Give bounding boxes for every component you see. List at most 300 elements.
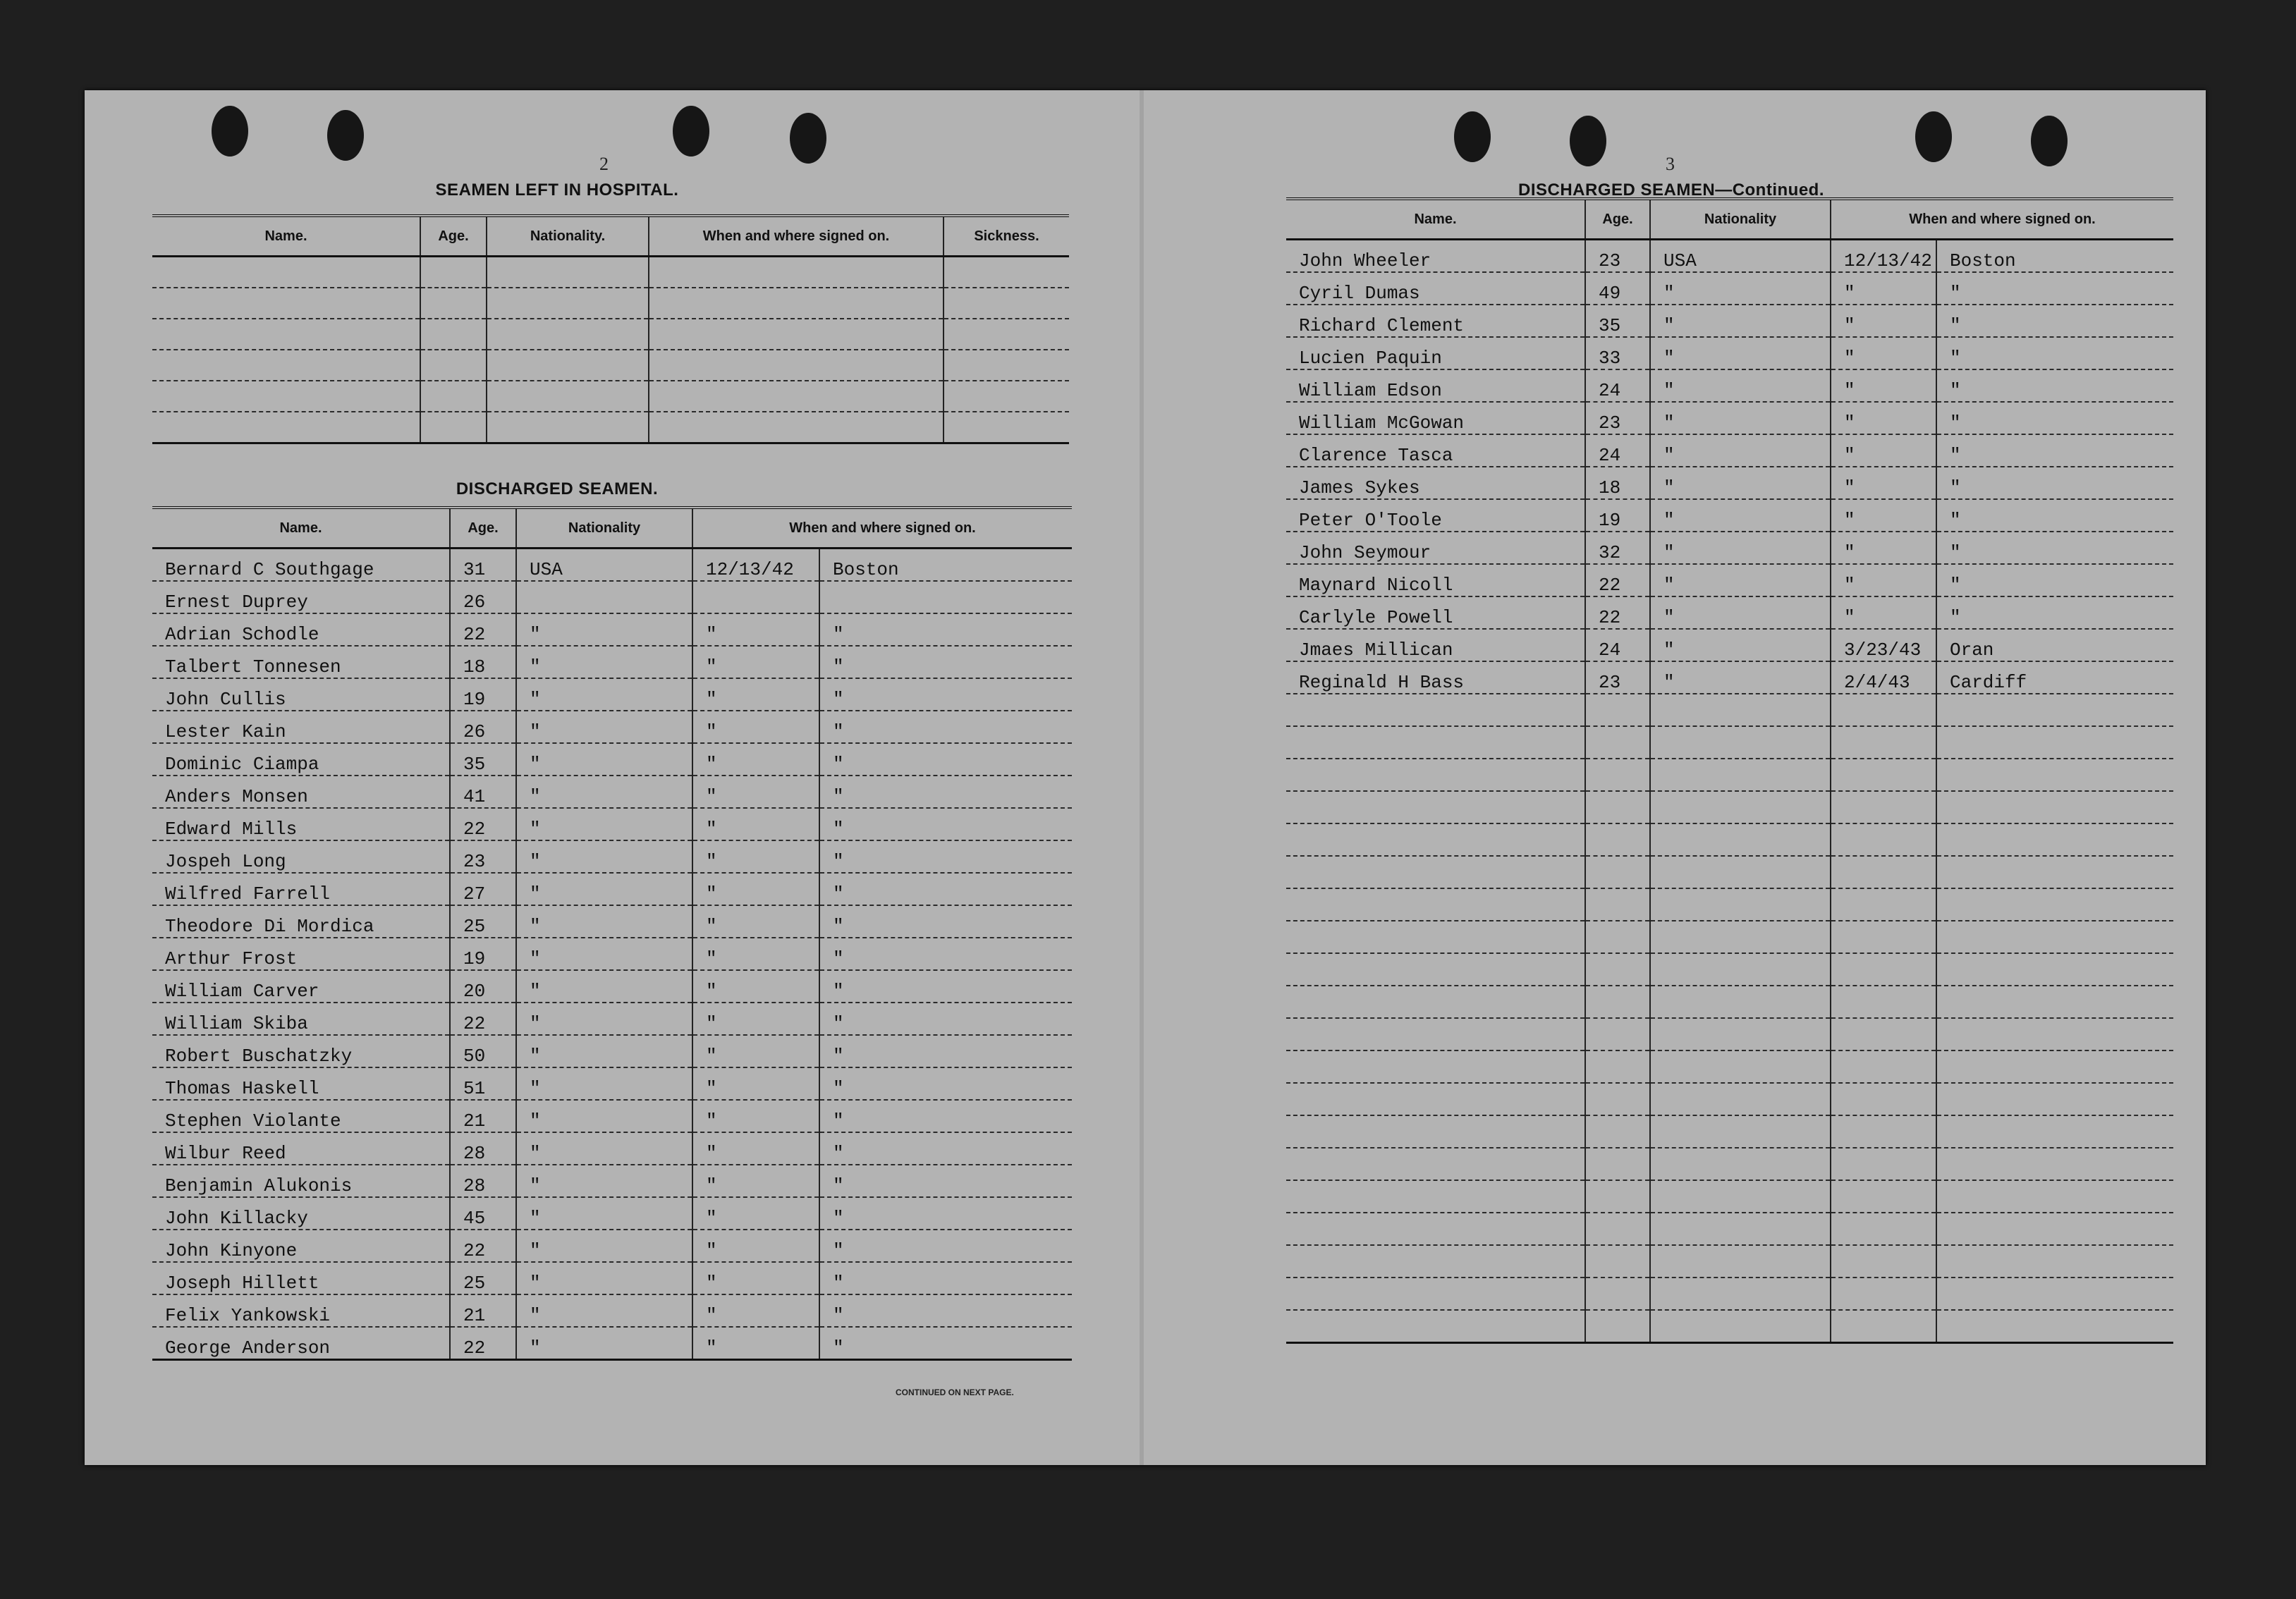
blank-cell <box>1831 1278 1936 1310</box>
blank-cell <box>1831 986 1936 1018</box>
table-row <box>152 711 1072 743</box>
blank-cell <box>487 381 649 412</box>
signed-on-place: " <box>819 711 1072 743</box>
table-row <box>152 1230 1072 1262</box>
blank-row <box>1286 986 2173 1018</box>
blank-cell <box>1286 1278 1585 1310</box>
seaman-nationality: " <box>516 1197 692 1230</box>
blank-cell <box>1585 953 1650 986</box>
seaman-nationality: " <box>516 646 692 678</box>
blank-cell <box>1585 1115 1650 1148</box>
signed-on-place: " <box>819 938 1072 970</box>
blank-cell <box>1936 1083 2173 1115</box>
signed-on-place: " <box>819 776 1072 808</box>
seaman-age: 49 <box>1585 272 1650 305</box>
blank-cell <box>1936 953 2173 986</box>
seaman-name: Anders Monsen <box>152 776 450 808</box>
blank-row <box>1286 1148 2173 1180</box>
table-row <box>1286 240 2173 273</box>
blank-cell <box>1831 1148 1936 1180</box>
seaman-name: Joseph Hillett <box>152 1262 450 1294</box>
blank-cell <box>1585 1050 1650 1083</box>
seaman-age: 22 <box>450 1230 516 1262</box>
seaman-age: 22 <box>450 1003 516 1035</box>
seaman-name: John Wheeler <box>1286 240 1585 273</box>
blank-cell <box>1286 953 1585 986</box>
column-header-age: Age. <box>450 508 516 549</box>
blank-row <box>1286 791 2173 823</box>
blank-row <box>1286 1083 2173 1115</box>
seaman-age: 22 <box>1585 596 1650 629</box>
blank-row <box>1286 694 2173 726</box>
blank-cell <box>420 257 487 288</box>
table-row <box>1286 369 2173 402</box>
seaman-name: Thomas Haskell <box>152 1067 450 1100</box>
blank-cell <box>1286 921 1585 953</box>
table-row <box>152 938 1072 970</box>
blank-cell <box>1286 986 1585 1018</box>
seaman-name: Lucien Paquin <box>1286 337 1585 369</box>
signed-on-place: " <box>819 905 1072 938</box>
table-row <box>152 776 1072 808</box>
seaman-nationality: " <box>516 1100 692 1132</box>
blank-cell <box>1585 1180 1650 1213</box>
table-row <box>1286 434 2173 467</box>
signed-on-place: " <box>819 613 1072 646</box>
blank-row <box>1286 823 2173 856</box>
blank-cell <box>1831 1018 1936 1050</box>
seaman-name: John Kinyone <box>152 1230 450 1262</box>
hospital-header-row <box>152 216 1069 257</box>
seaman-name: Maynard Nicoll <box>1286 564 1585 596</box>
signed-on-date: " <box>1831 369 1936 402</box>
blank-cell <box>1936 921 2173 953</box>
blank-cell <box>1650 921 1831 953</box>
blank-cell <box>1936 1050 2173 1083</box>
table-row <box>152 1132 1072 1165</box>
seaman-age: 28 <box>450 1165 516 1197</box>
seaman-age: 19 <box>1585 499 1650 532</box>
blank-cell <box>1650 953 1831 986</box>
column-header-signed-on: When and where signed on. <box>1831 199 2173 240</box>
signed-on-place: " <box>1936 499 2173 532</box>
seaman-name: Jmaes Millican <box>1286 629 1585 661</box>
table-row <box>1286 467 2173 499</box>
right-page <box>1149 90 2206 1465</box>
signed-on-place: " <box>819 646 1072 678</box>
blank-cell <box>1650 1245 1831 1278</box>
seaman-name: Robert Buschatzky <box>152 1035 450 1067</box>
column-header-nationality: Nationality <box>1650 199 1831 240</box>
blank-row <box>1286 1180 2173 1213</box>
signed-on-place: " <box>819 1165 1072 1197</box>
seaman-nationality: " <box>516 1067 692 1100</box>
table-row <box>152 905 1072 938</box>
seaman-nationality: " <box>516 938 692 970</box>
blank-cell <box>1831 1245 1936 1278</box>
discharged-continued-header-row <box>1286 199 2173 240</box>
seaman-age: 31 <box>450 549 516 582</box>
document-sheet <box>85 90 2206 1465</box>
blank-cell <box>1286 694 1585 726</box>
blank-cell <box>1585 823 1650 856</box>
table-row <box>152 613 1072 646</box>
seaman-nationality: " <box>516 1230 692 1262</box>
column-header-nationality: Nationality. <box>487 216 649 257</box>
seaman-name: Peter O'Toole <box>1286 499 1585 532</box>
seaman-age: 35 <box>450 743 516 776</box>
blank-cell <box>1286 1213 1585 1245</box>
seaman-age: 41 <box>450 776 516 808</box>
seaman-age: 23 <box>1585 402 1650 434</box>
seaman-nationality: " <box>1650 467 1831 499</box>
signed-on-place: " <box>1936 369 2173 402</box>
table-row <box>1286 499 2173 532</box>
blank-row <box>1286 726 2173 759</box>
seaman-nationality: " <box>1650 532 1831 564</box>
seaman-age: 23 <box>1585 240 1650 273</box>
blank-cell <box>1585 921 1650 953</box>
blank-cell <box>1585 1018 1650 1050</box>
blank-cell <box>1936 888 2173 921</box>
blank-cell <box>1936 694 2173 726</box>
blank-cell <box>1936 856 2173 888</box>
seaman-nationality: " <box>516 613 692 646</box>
signed-on-date: " <box>692 1197 819 1230</box>
seaman-age: 22 <box>450 808 516 840</box>
seaman-nationality: USA <box>1650 240 1831 273</box>
column-header-age: Age. <box>420 216 487 257</box>
seaman-name: William Skiba <box>152 1003 450 1035</box>
blank-cell <box>1650 791 1831 823</box>
seaman-name: Reginald H Bass <box>1286 661 1585 694</box>
signed-on-place: " <box>819 1100 1072 1132</box>
page-number: 2 <box>599 154 609 174</box>
signed-on-date: " <box>692 905 819 938</box>
blank-cell <box>1831 1310 1936 1343</box>
blank-cell <box>420 350 487 381</box>
signed-on-date: " <box>692 1327 819 1360</box>
signed-on-date: " <box>1831 434 1936 467</box>
blank-cell <box>944 319 1069 350</box>
blank-cell <box>1936 1310 2173 1343</box>
blank-cell <box>1650 1115 1831 1148</box>
seaman-age: 27 <box>450 873 516 905</box>
table-row <box>1286 337 2173 369</box>
blank-cell <box>1286 1050 1585 1083</box>
blank-cell <box>1650 856 1831 888</box>
signed-on-date: " <box>1831 564 1936 596</box>
table-row <box>1286 564 2173 596</box>
seaman-nationality: " <box>1650 564 1831 596</box>
table-row <box>152 1327 1072 1360</box>
signed-on-date: " <box>692 646 819 678</box>
discharged-header-row <box>152 508 1072 549</box>
signed-on-date: " <box>692 743 819 776</box>
blank-cell <box>1585 888 1650 921</box>
seaman-nationality: " <box>516 1294 692 1327</box>
seaman-age: 33 <box>1585 337 1650 369</box>
table-row <box>1286 596 2173 629</box>
blank-cell <box>1650 759 1831 791</box>
signed-on-date: 12/13/42 <box>1831 240 1936 273</box>
table-row <box>152 1197 1072 1230</box>
seaman-nationality: " <box>1650 434 1831 467</box>
signed-on-date: 2/4/43 <box>1831 661 1936 694</box>
seaman-age: 19 <box>450 678 516 711</box>
seaman-name: Lester Kain <box>152 711 450 743</box>
blank-cell <box>1286 1083 1585 1115</box>
discharged-table <box>152 506 1072 1361</box>
blank-cell <box>1286 1180 1585 1213</box>
seaman-age: 28 <box>450 1132 516 1165</box>
seaman-nationality: " <box>1650 596 1831 629</box>
blank-cell <box>152 381 420 412</box>
seaman-name: Edward Mills <box>152 808 450 840</box>
blank-row <box>152 257 1069 288</box>
column-header-name: Name. <box>152 216 420 257</box>
seaman-name: Dominic Ciampa <box>152 743 450 776</box>
blank-cell <box>1831 759 1936 791</box>
blank-cell <box>1650 1148 1831 1180</box>
blank-cell <box>1650 1278 1831 1310</box>
table-row <box>152 1165 1072 1197</box>
seaman-age: 18 <box>1585 467 1650 499</box>
blank-cell <box>152 257 420 288</box>
blank-cell <box>1831 1083 1936 1115</box>
seaman-name: Cyril Dumas <box>1286 272 1585 305</box>
table-row <box>1286 629 2173 661</box>
blank-cell <box>1286 1148 1585 1180</box>
table-row <box>1286 272 2173 305</box>
blank-cell <box>1286 1310 1585 1343</box>
blank-cell <box>1831 1213 1936 1245</box>
blank-cell <box>1585 1148 1650 1180</box>
seaman-age: 23 <box>1585 661 1650 694</box>
signed-on-place: " <box>819 743 1072 776</box>
seaman-age: 22 <box>450 613 516 646</box>
blank-row <box>152 288 1069 319</box>
blank-cell <box>1585 1083 1650 1115</box>
blank-cell <box>1585 791 1650 823</box>
blank-row <box>152 319 1069 350</box>
blank-cell <box>1650 888 1831 921</box>
seaman-name: John Seymour <box>1286 532 1585 564</box>
signed-on-date: " <box>692 711 819 743</box>
blank-cell <box>1936 1213 2173 1245</box>
signed-on-date: " <box>692 678 819 711</box>
seaman-nationality: " <box>1650 369 1831 402</box>
blank-cell <box>1831 856 1936 888</box>
seaman-name: Clarence Tasca <box>1286 434 1585 467</box>
seaman-nationality: " <box>1650 337 1831 369</box>
blank-cell <box>1936 759 2173 791</box>
table-row <box>152 549 1072 582</box>
blank-row <box>152 381 1069 412</box>
blank-cell <box>1831 694 1936 726</box>
seaman-age: 24 <box>1585 369 1650 402</box>
signed-on-date: " <box>692 808 819 840</box>
column-header-signed-on: When and where signed on. <box>692 508 1072 549</box>
signed-on-place: " <box>1936 337 2173 369</box>
seaman-name: William McGowan <box>1286 402 1585 434</box>
blank-cell <box>420 412 487 443</box>
seaman-name: Adrian Schodle <box>152 613 450 646</box>
table-row <box>152 1100 1072 1132</box>
seaman-age: 19 <box>450 938 516 970</box>
seaman-name: Talbert Tonnesen <box>152 646 450 678</box>
seaman-age: 51 <box>450 1067 516 1100</box>
blank-cell <box>1936 1180 2173 1213</box>
signed-on-place: Oran <box>1936 629 2173 661</box>
signed-on-date: " <box>692 1165 819 1197</box>
blank-cell <box>1650 986 1831 1018</box>
blank-cell <box>1650 1180 1831 1213</box>
blank-row <box>1286 1245 2173 1278</box>
signed-on-place: " <box>1936 305 2173 337</box>
seaman-nationality: " <box>516 743 692 776</box>
blank-cell <box>1585 1278 1650 1310</box>
signed-on-place: " <box>819 678 1072 711</box>
column-header-age: Age. <box>1585 199 1650 240</box>
signed-on-place: " <box>1936 467 2173 499</box>
blank-row <box>1286 1213 2173 1245</box>
blank-cell <box>1286 1245 1585 1278</box>
seaman-nationality: " <box>516 1035 692 1067</box>
signed-on-place: " <box>819 1067 1072 1100</box>
column-header-nationality: Nationality <box>516 508 692 549</box>
seaman-name: Ernest Duprey <box>152 581 450 613</box>
table-row <box>152 646 1072 678</box>
seaman-name: Carlyle Powell <box>1286 596 1585 629</box>
signed-on-place: " <box>819 1035 1072 1067</box>
blank-row <box>1286 921 2173 953</box>
table-row <box>1286 402 2173 434</box>
seaman-name: William Carver <box>152 970 450 1003</box>
blank-cell <box>1936 1018 2173 1050</box>
seaman-nationality: " <box>516 678 692 711</box>
signed-on-date: " <box>692 1067 819 1100</box>
blank-row <box>1286 1115 2173 1148</box>
seaman-nationality: " <box>1650 661 1831 694</box>
blank-cell <box>1286 759 1585 791</box>
seaman-nationality: " <box>516 840 692 873</box>
table-row <box>152 840 1072 873</box>
blank-cell <box>1650 1018 1831 1050</box>
seaman-nationality: " <box>1650 629 1831 661</box>
blank-cell <box>1585 1213 1650 1245</box>
seaman-nationality: " <box>516 1165 692 1197</box>
signed-on-place: Boston <box>1936 240 2173 273</box>
seaman-nationality: " <box>516 873 692 905</box>
table-row <box>152 1262 1072 1294</box>
blank-cell <box>1650 1050 1831 1083</box>
seaman-nationality: " <box>516 1003 692 1035</box>
page-fold <box>1140 90 1144 1465</box>
signed-on-place: " <box>1936 596 2173 629</box>
blank-row <box>1286 1050 2173 1083</box>
seaman-nationality: " <box>516 711 692 743</box>
blank-cell <box>1831 888 1936 921</box>
table-row <box>152 581 1072 613</box>
seaman-name: Benjamin Alukonis <box>152 1165 450 1197</box>
signed-on-place: " <box>819 1230 1072 1262</box>
blank-cell <box>1650 726 1831 759</box>
blank-cell <box>1831 726 1936 759</box>
blank-cell <box>487 288 649 319</box>
continued-note: CONTINUED ON NEXT PAGE. <box>896 1387 1014 1397</box>
blank-row <box>1286 856 2173 888</box>
signed-on-date: " <box>692 1132 819 1165</box>
signed-on-place: " <box>1936 564 2173 596</box>
column-header-name: Name. <box>1286 199 1585 240</box>
signed-on-place: " <box>819 1003 1072 1035</box>
table-row <box>152 1294 1072 1327</box>
seaman-age: 35 <box>1585 305 1650 337</box>
blank-cell <box>1831 823 1936 856</box>
blank-cell <box>420 288 487 319</box>
blank-cell <box>487 350 649 381</box>
table-row <box>152 678 1072 711</box>
blank-cell <box>649 412 944 443</box>
signed-on-date: " <box>1831 402 1936 434</box>
seaman-nationality: " <box>1650 272 1831 305</box>
blank-cell <box>1650 823 1831 856</box>
signed-on-date: " <box>1831 272 1936 305</box>
signed-on-date: " <box>692 873 819 905</box>
blank-cell <box>152 288 420 319</box>
signed-on-place: Cardiff <box>1936 661 2173 694</box>
blank-cell <box>1585 856 1650 888</box>
blank-cell <box>487 319 649 350</box>
blank-cell <box>1286 823 1585 856</box>
signed-on-date: " <box>1831 467 1936 499</box>
column-header-signed-on: When and where signed on. <box>649 216 944 257</box>
blank-cell <box>1936 823 2173 856</box>
seaman-name: James Sykes <box>1286 467 1585 499</box>
blank-row <box>1286 1278 2173 1310</box>
blank-cell <box>1650 1310 1831 1343</box>
seaman-age: 20 <box>450 970 516 1003</box>
table-row <box>1286 305 2173 337</box>
signed-on-date: " <box>692 776 819 808</box>
blank-cell <box>152 319 420 350</box>
signed-on-place: " <box>1936 402 2173 434</box>
blank-cell <box>944 350 1069 381</box>
seaman-name: Felix Yankowski <box>152 1294 450 1327</box>
signed-on-date: " <box>692 1230 819 1262</box>
signed-on-date: " <box>1831 532 1936 564</box>
seaman-nationality: " <box>1650 402 1831 434</box>
signed-on-place: " <box>819 1262 1072 1294</box>
blank-cell <box>1286 888 1585 921</box>
blank-cell <box>152 350 420 381</box>
blank-cell <box>1650 1083 1831 1115</box>
signed-on-place: " <box>819 1132 1072 1165</box>
seaman-nationality: USA <box>516 549 692 582</box>
blank-cell <box>1650 1213 1831 1245</box>
seaman-name: Wilbur Reed <box>152 1132 450 1165</box>
blank-cell <box>1585 986 1650 1018</box>
table-row <box>152 1035 1072 1067</box>
seaman-age: 21 <box>450 1100 516 1132</box>
signed-on-date: " <box>692 1262 819 1294</box>
signed-on-place: " <box>1936 532 2173 564</box>
signed-on-date: " <box>692 1003 819 1035</box>
seaman-age: 24 <box>1585 434 1650 467</box>
blank-cell <box>649 381 944 412</box>
seaman-age: 25 <box>450 905 516 938</box>
